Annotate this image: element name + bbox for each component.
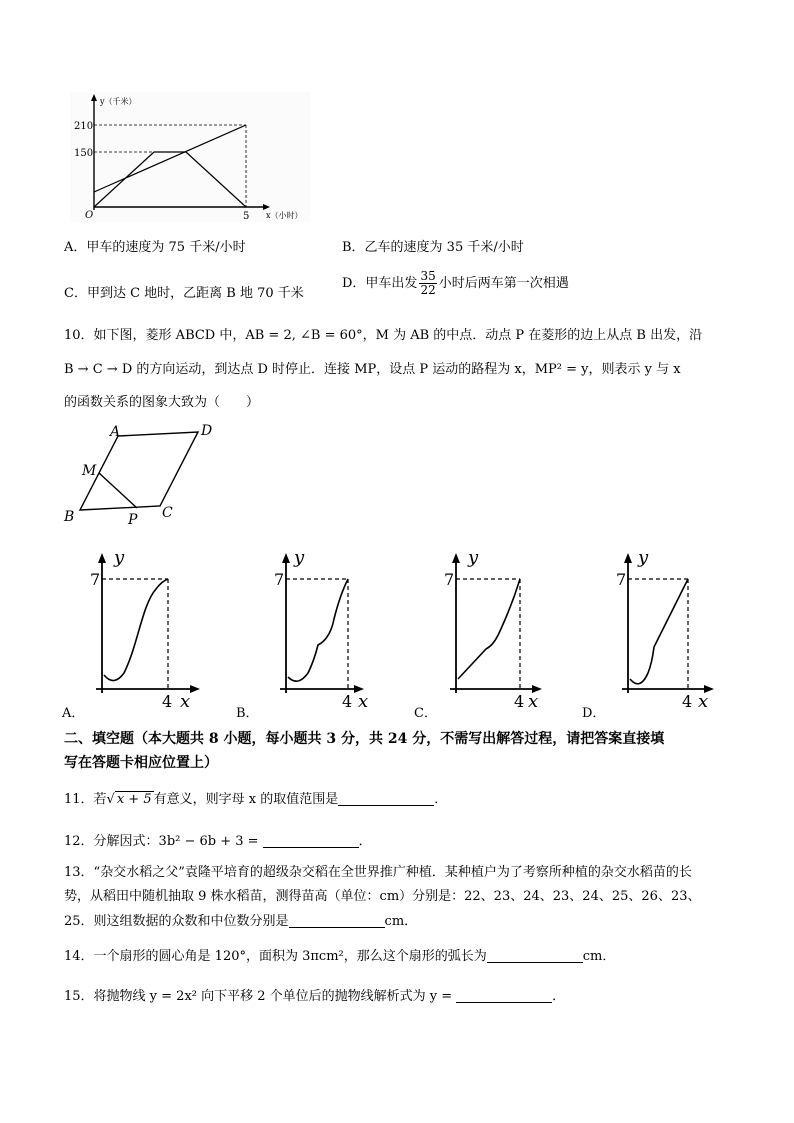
point-p: P (128, 512, 138, 528)
point-m: M (82, 463, 97, 479)
option-d-denominator: 22 (420, 283, 436, 297)
graph-c-x-label: x (528, 691, 539, 712)
graph-d-x-label: x (698, 691, 709, 712)
graph-c-x-tick: 4 (514, 692, 525, 711)
graph-d-x-tick: 4 (682, 692, 693, 711)
q10-line-2: B → C → D 的方向运动，到达点 D 时停止．连接 MP，设点 P 运动的路程为 x，MP² = y，则表示 y 与 x (64, 362, 681, 377)
section-2-heading-line-2: 写在答题卡相应位置上） (64, 755, 218, 771)
q13-line-1: 13．“杂交水稻之父”袁隆平培育的超级杂交稻在全世界推广种植．某种植户为了考察所种植的杂交水稻苗的长 (64, 865, 692, 880)
q12-answer-blank[interactable] (263, 833, 359, 848)
graph-b-x-tick: 4 (342, 692, 353, 711)
option-d-numerator: 35 (420, 269, 436, 283)
vertex-c: C (162, 505, 173, 521)
graph-b (234, 545, 384, 720)
graph-a-x-tick: 4 (162, 692, 173, 711)
option-b: B．乙车的速度为 35 千米/小时 (342, 240, 524, 255)
graph-a (60, 545, 210, 720)
q13-line-3-pre: 25．则这组数据的众数和中位数分别是 (64, 914, 289, 929)
origin-label: O (85, 210, 94, 221)
option-d-post: 小时后两车第一次相遇 (438, 276, 569, 291)
graph-c-y-tick: 7 (444, 570, 455, 589)
q11-end: ． (434, 792, 448, 807)
graph-c-curve (458, 579, 520, 679)
vertex-b: B (64, 509, 75, 525)
graph-b-option-label: B． (236, 706, 259, 720)
q14-pre: 14．一个扇形的圆心角是 120°，面积为 3πcm²，那么这个扇形的弧长为 (64, 949, 487, 964)
option-d (342, 270, 569, 297)
option-a: A．甲车的速度为 75 千米/小时 (64, 240, 246, 255)
graph-c-option-label: C． (414, 706, 437, 720)
graph-d-y-label: y (638, 547, 649, 568)
q13-line-3 (64, 910, 417, 929)
q13-line-3-post: cm． (384, 914, 418, 929)
section-2-heading-line-1: 二、填空题（本大题共 8 小题，每小题共 3 分，共 24 分，不需写出解答过程，请把答案直接填 (64, 731, 665, 747)
graph-d-y-tick: 7 (616, 570, 627, 589)
q11-pre: 11．若 (64, 792, 107, 807)
rhombus-figure (60, 420, 230, 530)
q11-post: 有意义，则字母 x 的取值范围是 (153, 792, 339, 807)
graph-b-y-label: y (294, 547, 305, 568)
tick-210: 210 (74, 121, 94, 132)
q11-answer-blank[interactable] (338, 791, 434, 806)
q15-answer-blank[interactable] (456, 988, 552, 1003)
graph-a-x-label: x (180, 691, 191, 712)
q15-pre: 15．将抛物线 y = 2x² 向下平移 2 个单位后的抛物线解析式为 y = (64, 989, 453, 1004)
sqrt-symbol: √ (106, 792, 115, 807)
vertex-d: D (201, 423, 213, 439)
graph-b-curve (288, 579, 348, 681)
option-c: C．甲到达 C 地时，乙距离 B 地 70 千米 (64, 286, 304, 301)
segment-mp (99, 473, 137, 508)
q10-line-3: 的函数关系的图象大致为（ ） (64, 395, 260, 410)
graph-b-x-label: x (358, 691, 369, 712)
graph-a-option-label: A． (62, 706, 85, 720)
q15-end: ． (552, 989, 566, 1004)
q15 (64, 985, 565, 1004)
q13-answer-blank[interactable] (289, 913, 385, 928)
q11-radicand: x + 5 (116, 792, 152, 807)
graph-a-curve (104, 579, 168, 681)
q13-line-2: 势，从稻田中随机抽取 9 株水稻苗，测得苗高（单位：cm）分别是：22、23、24、23、24、25、26、23、 (64, 889, 701, 904)
graph-a-y-label: y (114, 547, 125, 568)
q12 (64, 830, 372, 849)
graph-c-y-label: y (468, 547, 479, 568)
vertex-a: A (110, 424, 121, 440)
distance-time-graph (70, 92, 310, 222)
graph-c (412, 545, 562, 720)
graph-b-y-tick: 7 (274, 570, 285, 589)
tick-5: 5 (243, 211, 250, 222)
tick-150: 150 (74, 148, 94, 159)
graph-d (580, 545, 730, 720)
graph-a-y-tick: 7 (90, 570, 101, 589)
q10-line-1: 10．如下图，菱形 ABCD 中，AB = 2, ∠B = 60°，M 为 AB 的中点．动点 P 在菱形的边上从点 B 出发，沿 (64, 328, 703, 343)
y-axis-label: y（千米） (100, 97, 137, 106)
q12-text: 12．分解因式：3b² − 6b + 3 = (64, 834, 259, 849)
q12-end: ． (358, 834, 372, 849)
x-axis-label: x（小时） (266, 211, 303, 220)
q11 (64, 788, 447, 807)
graph-d-option-label: D． (582, 706, 606, 720)
q14 (64, 945, 615, 964)
graph-d-curve (630, 579, 688, 684)
q14-answer-blank[interactable] (487, 948, 583, 963)
q14-post: cm． (582, 949, 616, 964)
option-d-pre: D．甲车出发 (342, 276, 418, 291)
rhombus-abcd (80, 432, 198, 510)
